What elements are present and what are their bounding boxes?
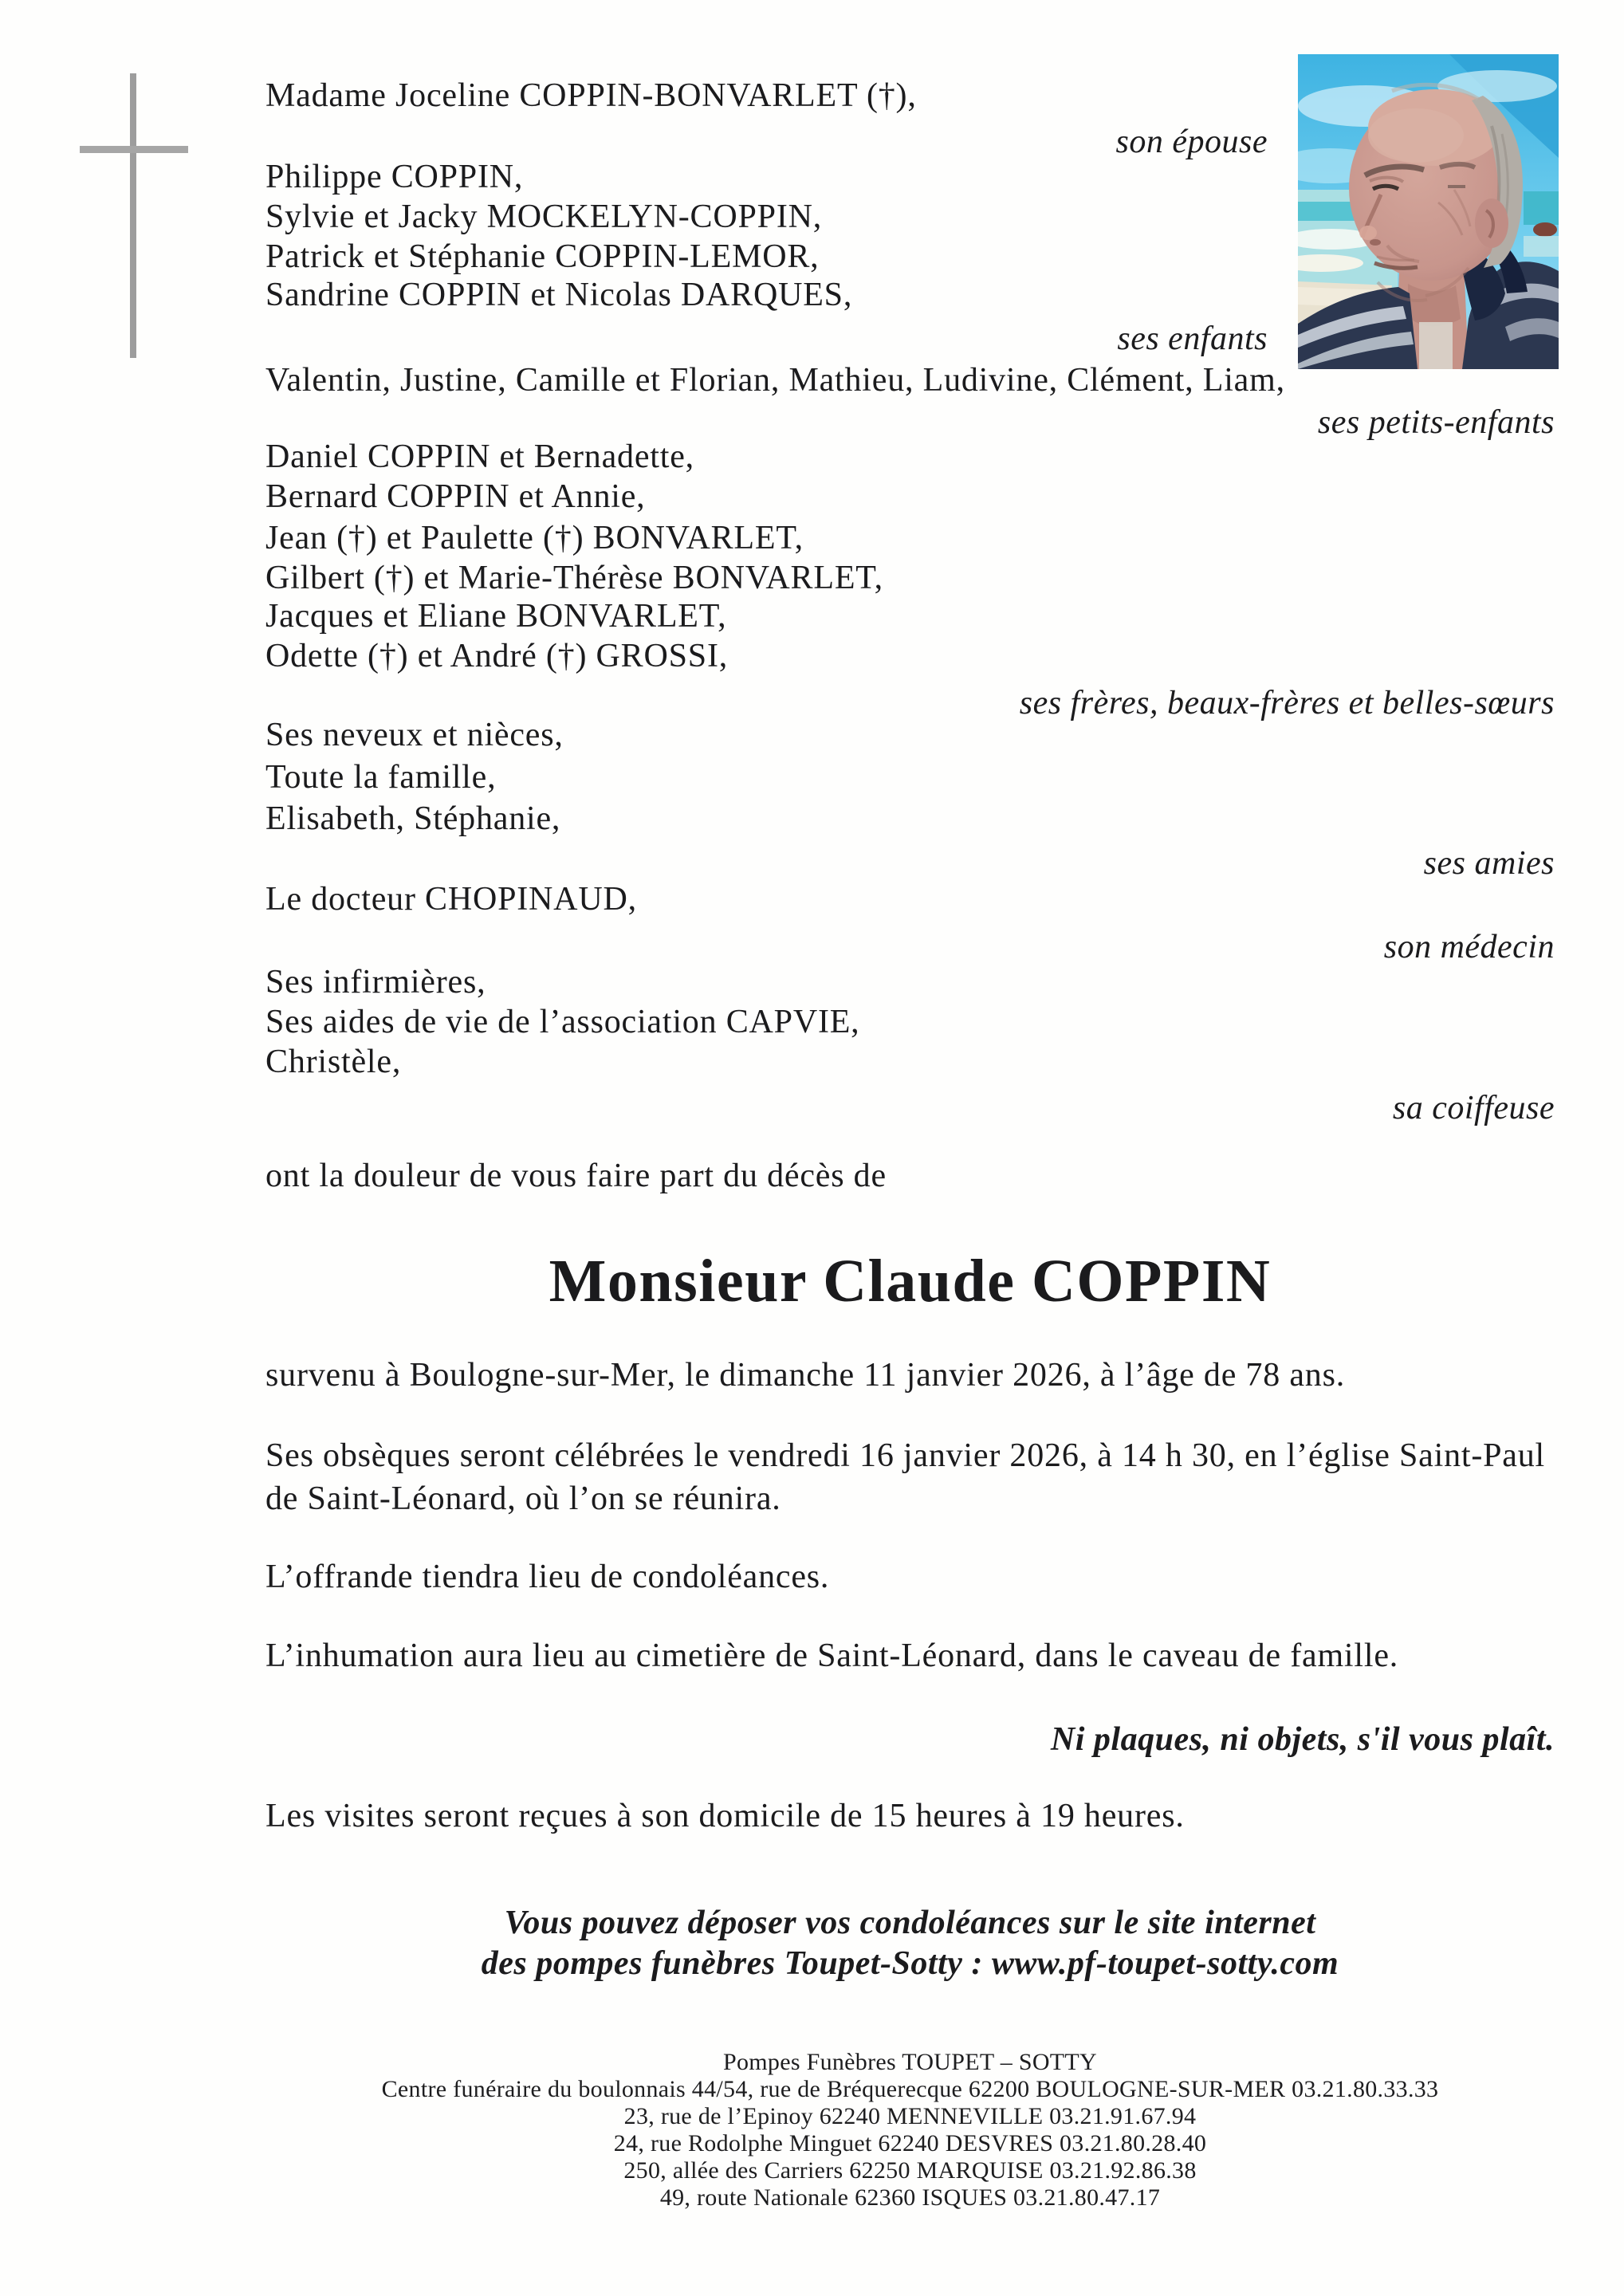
grandchildren-line: Valentin, Justine, Camille et Florian, Mathieu, Ludivine, Clément, Liam,: [265, 362, 1285, 399]
children-caption: ses enfants: [1117, 320, 1268, 357]
funeral-home-footer: [265, 2049, 1555, 2211]
doctor-caption: son médecin: [1383, 929, 1555, 965]
sibling-line-1: Daniel COPPIN et Bernadette,: [265, 438, 694, 475]
death-line: survenu à Boulogne-sur-Mer, le dimanche 11 janvier 2026, à l’âge de 78 ans.: [265, 1357, 1346, 1394]
family-line-3: Elisabeth, Stéphanie,: [265, 800, 561, 837]
hairdresser-caption: sa coiffeuse: [1392, 1090, 1555, 1126]
grandchildren-caption: ses petits-enfants: [1317, 404, 1555, 441]
funeral-home-name: Pompes Funèbres TOUPET – SOTTY: [722, 2049, 1098, 2075]
family-line-2: Toute la famille,: [265, 759, 497, 796]
sibling-line-3: Jean (†) et Paulette (†) BONVARLET,: [265, 520, 804, 556]
carer-line-2: Ses aides de vie de l’association CAPVIE,: [265, 1004, 860, 1040]
child-line-4: Sandrine COPPIN et Nicolas DARQUES,: [265, 277, 853, 313]
wife-line: Madame Joceline COPPIN-BONVARLET (†),: [265, 77, 917, 114]
funeral-home-location-5: 49, route Nationale 62360 ISQUES 03.21.80.47.17: [659, 2184, 1161, 2211]
deceased-name-title: Monsieur Claude COPPIN: [549, 1248, 1272, 1315]
siblings-caption: ses frères, beaux-frères et belles-sœurs: [1019, 685, 1555, 721]
carer-line-3: Christèle,: [265, 1044, 402, 1080]
wife-caption: son épouse: [1115, 124, 1268, 160]
sibling-line-2: Bernard COPPIN et Annie,: [265, 478, 646, 515]
sibling-line-6: Odette (†) et André (†) GROSSI,: [265, 638, 729, 674]
child-line-1: Philippe COPPIN,: [265, 159, 524, 195]
child-line-2: Sylvie et Jacky MOCKELYN-COPPIN,: [265, 199, 823, 235]
child-line-3: Patrick et Stéphanie COPPIN-LEMOR,: [265, 238, 820, 275]
friends-caption: ses amies: [1423, 845, 1555, 882]
doctor-line: Le docteur CHOPINAUD,: [265, 881, 637, 918]
visits-line: Les visites seront reçues à son domicile de 15 heures à 19 heures.: [265, 1798, 1185, 1834]
family-line-1: Ses neveux et nièces,: [265, 717, 564, 753]
portrait-photo: [1298, 54, 1559, 369]
funeral-home-location-3: 24, rue Rodolphe Minguet 62240 DESVRES 03.21.80.28.40: [613, 2130, 1207, 2156]
cross-vertical-bar: [130, 73, 136, 358]
announcement-intro: ont la douleur de vous faire part du décès de: [265, 1158, 887, 1194]
condolences-line-1: Vous pouvez déposer vos condoléances sur le site internet: [504, 1905, 1316, 1941]
carer-line-1: Ses infirmières,: [265, 964, 486, 1001]
condolences-line-2: des pompes funèbres Toupet-Sotty : www.pf-toupet-sotty.com: [481, 1945, 1339, 1982]
funeral-line: Ses obsèques seront célébrées le vendredi 16 janvier 2026, à 14 h 30, en l’église Saint-Paul de Saint-Léonard, où l’on se réunira.: [265, 1437, 1546, 1517]
funeral-home-location-4: 250, allée des Carriers 62250 MARQUISE 03.21.92.86.38: [623, 2157, 1197, 2184]
burial-line: L’inhumation aura lieu au cimetière de Saint-Léonard, dans le caveau de famille.: [265, 1637, 1399, 1674]
offering-line: L’offrande tiendra lieu de condoléances.: [265, 1559, 830, 1595]
funeral-home-location-2: 23, rue de l’Epinoy 62240 MENNEVILLE 03.21.91.67.94: [623, 2103, 1197, 2129]
sibling-line-4: Gilbert (†) et Marie-Thérèse BONVARLET,: [265, 560, 883, 596]
cross-horizontal-bar: [80, 146, 188, 153]
sibling-line-5: Jacques et Eliane BONVARLET,: [265, 598, 727, 635]
funeral-home-location-1: Centre funéraire du boulonnais 44/54, rue de Bréquerecque 62200 BOULOGNE-SUR-MER 03.21.80.33.33: [381, 2076, 1439, 2102]
no-plaques-line: Ni plaques, ni objets, s'il vous plaît.: [1050, 1721, 1555, 1758]
